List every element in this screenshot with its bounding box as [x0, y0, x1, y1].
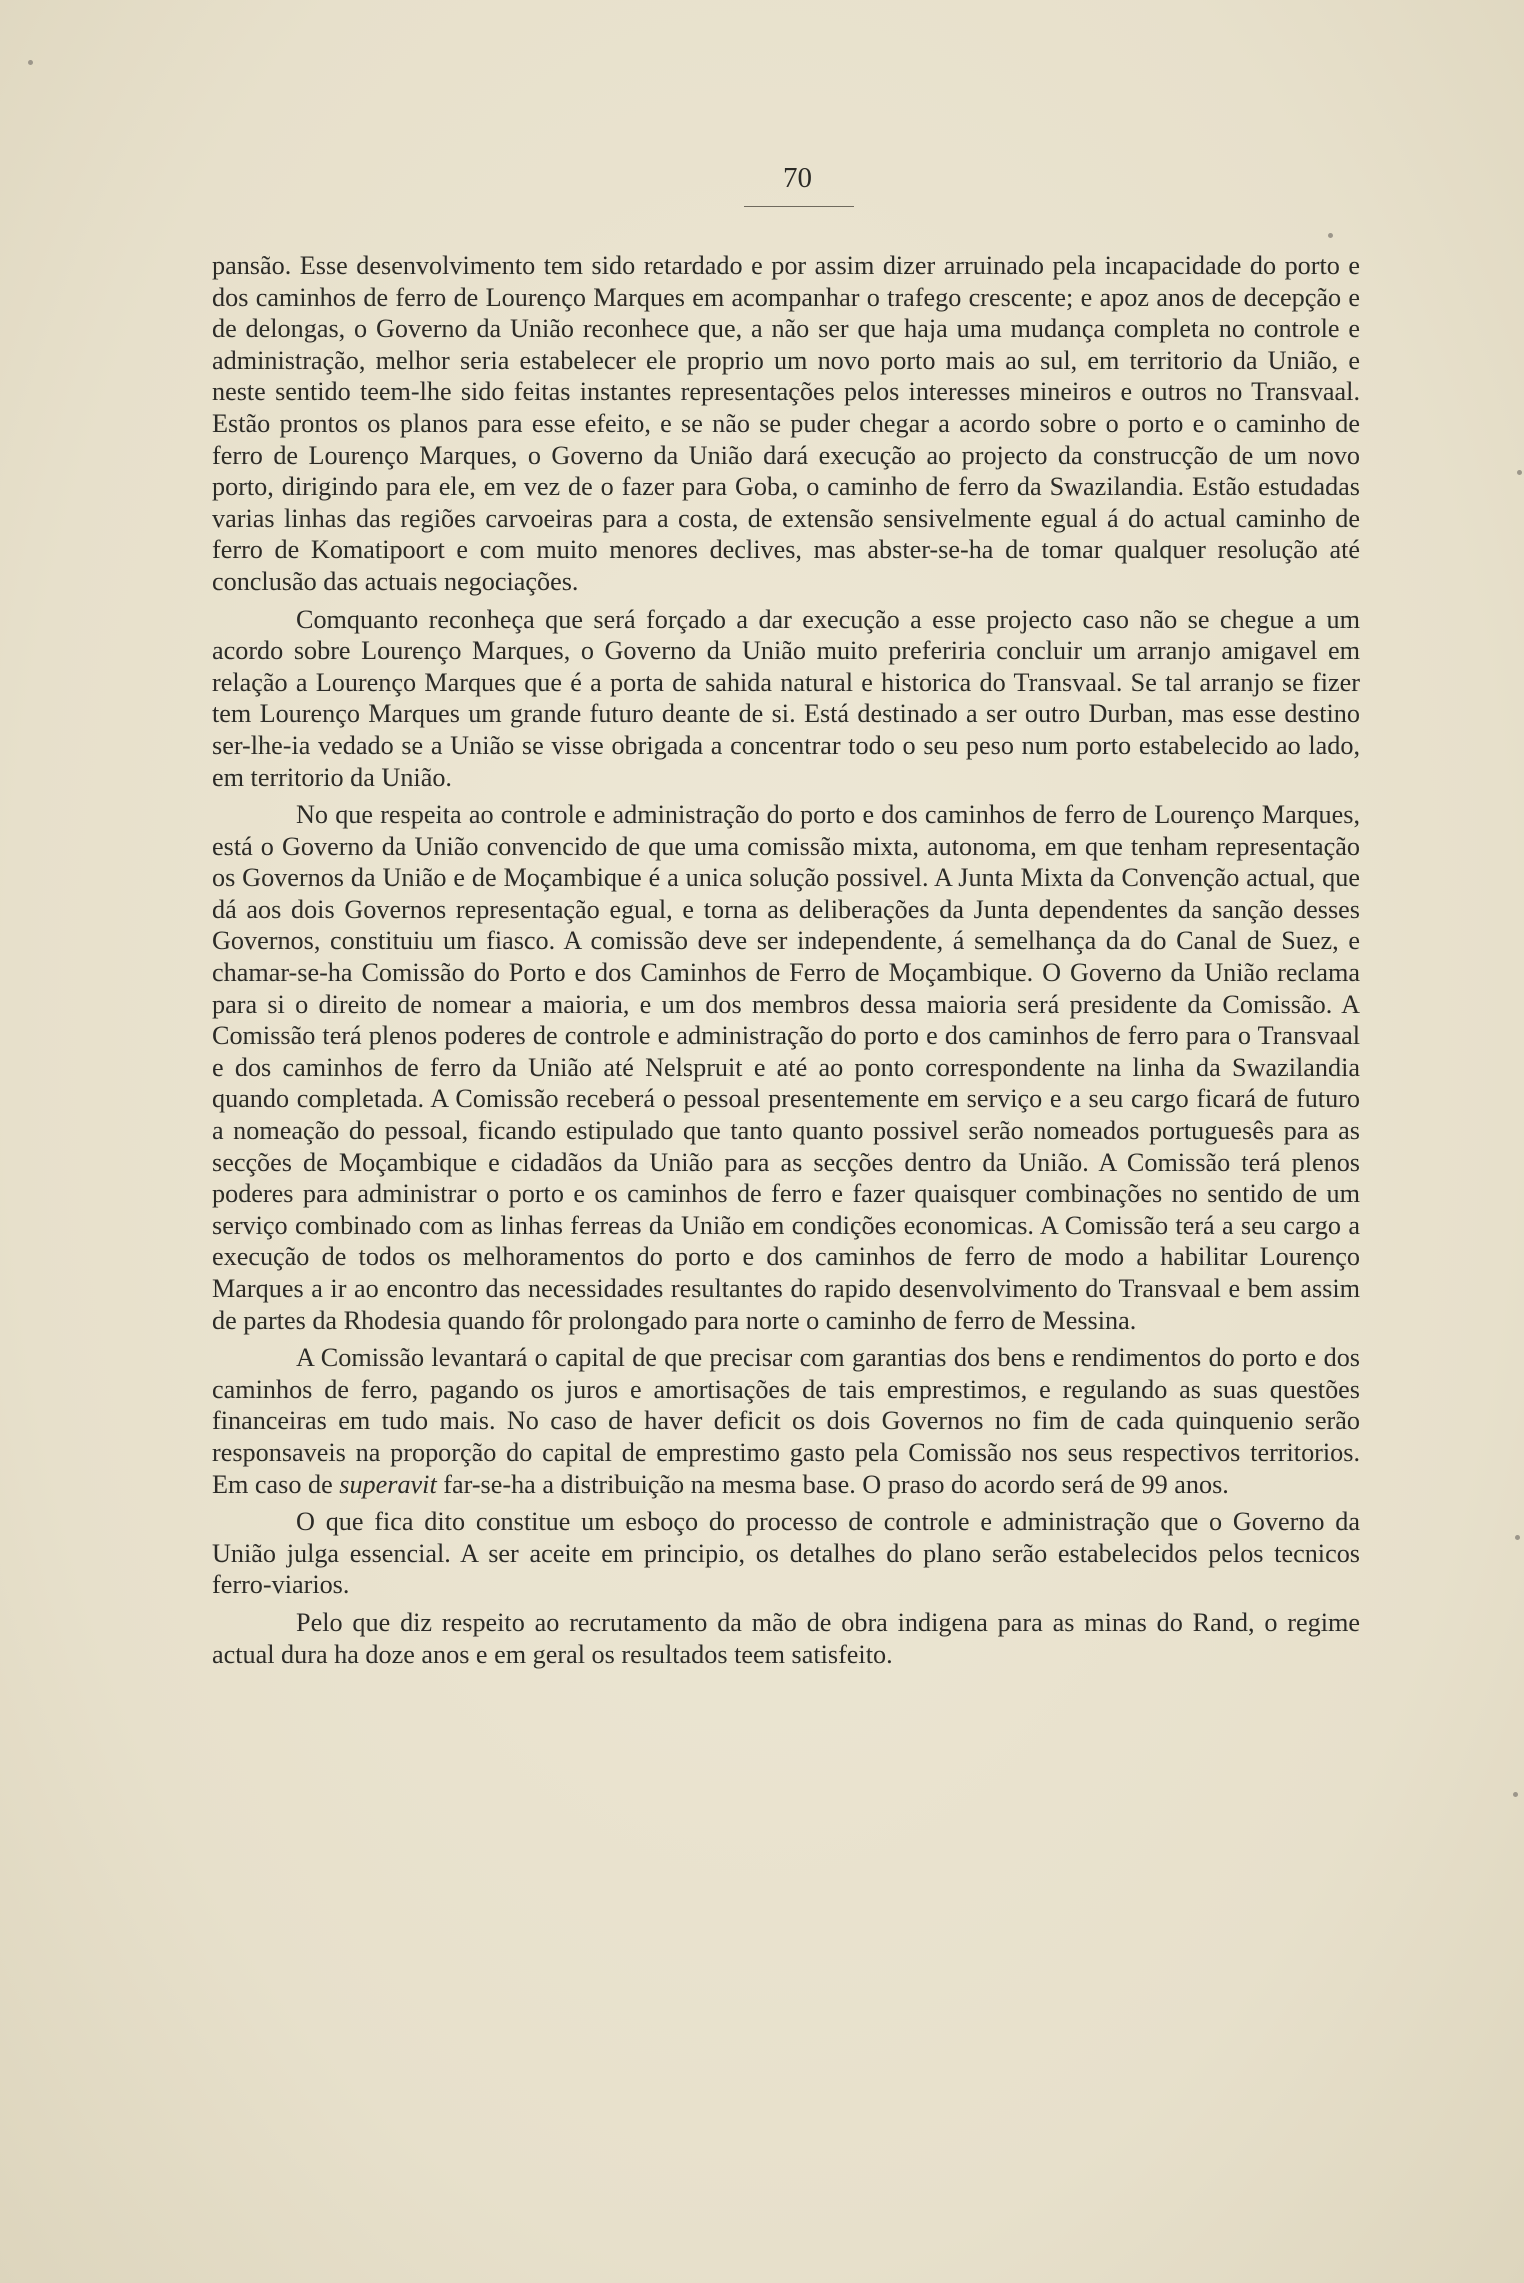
paragraph: [212, 250, 1360, 598]
paragraph: [212, 604, 1360, 794]
paragraph-text: Pelo que diz respeito ao recrutamento da mão de obra indigena para as minas do Rand, o regime actual dura ha doze anos e em geral os resultados teem satisfeito.: [212, 1607, 1360, 1669]
paragraph-text: pansão. Esse desenvolvimento tem sido retardado e por assim dizer arruinado pela incapacidade do porto e dos caminhos de ferro de Lourenço Marques em acompanhar o trafego crescente; e apoz anos de decepção e de delongas, o Governo da União reconhece que, a não ser que haja uma mudança completa no controle e administração, melhor seria estabelecer ele proprio um novo porto mais ao sul, em territorio da União, e neste sentido teem-lhe sido feitas instantes representações pelos interesses mineiros e outros no Transvaal. Estão prontos os planos para esse efeito, e se não se puder chegar a acordo sobre o porto e o caminho de ferro de Lourenço Marques, o Governo da União dará execução ao projecto da construcção de um novo porto, dirigindo para ele, em vez de o fazer para Goba, o caminho de ferro da Swazilandia. Estão estudadas varias linhas das regiões carvoeiras para a costa, de extensão sensivelmente egual á do actual caminho de ferro de Komatipoort e com muito menores declives, mas abster-se-ha de tomar qualquer resolução até conclusão das actuais negociações.: [212, 251, 1360, 596]
italic-text: superavit: [339, 1469, 437, 1499]
page-number-rule: [744, 206, 854, 207]
paragraph: [212, 1506, 1360, 1601]
paper-speck: [28, 60, 33, 65]
paragraph: [212, 1607, 1360, 1670]
paragraph: [212, 799, 1360, 1336]
paragraph-text: A Comissão levantará o capital de que precisar com garantias dos bens e rendimentos do porto e dos caminhos de ferro, pagando os juros e amortisações de tais emprestimos, e regulando as suas questões financeiras em tudo mais. No caso de haver deficit os dois Governos no fim de cada quinquenio serão responsaveis na proporção do capital de emprestimo gasto pela Comissão nos seus respectivos territorios. Em caso de: [212, 1343, 1360, 1499]
paragraph: [212, 1342, 1360, 1500]
paper-speck: [1517, 470, 1522, 475]
paragraph-text: Comquanto reconheça que será forçado a dar execução a esse projecto caso não se chegue a um acordo sobre Lourenço Marques, o Governo da União muito preferiria concluir um arranjo amigavel em relação a Lourenço Marques que é a porta de sahida natural e historica do Transvaal. Se tal arranjo se fizer tem Lourenço Marques um grande futuro deante de si. Está destinado a ser outro Durban, mas esse destino ser-lhe-ia vedado se a União se visse obrigada a concentrar todo o seu peso num porto estabelecido ao lado, em territorio da União.: [212, 604, 1360, 792]
paper-speck: [1513, 1792, 1518, 1797]
paragraph-text: O que fica dito constitue um esboço do processo de controle e administração que o Governo da União julga essencial. A ser aceite em principio, os detalhes do plano serão estabelecidos pelos tecnicos ferro-viarios.: [212, 1507, 1360, 1600]
page-number: 70: [783, 162, 812, 194]
body-text: [212, 250, 1360, 1676]
paper-speck: [1328, 233, 1333, 238]
paragraph-text: No que respeita ao controle e administração do porto e dos caminhos de ferro de Lourenço Marques, está o Governo da União convencido de que uma comissão mixta, autonoma, em que tenham representação os Governos da União e de Moçambique é a unica solução possivel. A Junta Mixta da Convenção actual, que dá aos dois Governos representação egual, e torna as deliberações da Junta dependentes da sanção desses Governos, constituiu um fiasco. A comissão deve ser independente, á semelhança da do Canal de Suez, e chamar-se-ha Comissão do Porto e dos Caminhos de Ferro de Moçambique. O Governo da União reclama para si o direito de nomear a maioria, e um dos membros dessa maioria será presidente da Comissão. A Comissão terá plenos poderes de controle e administração do porto e dos caminhos de ferro para o Transvaal e dos caminhos de ferro da União até Nelspruit e até ao ponto correspondente na linha da Swazilandia quando completada. A Comissão receberá o pessoal presentemente em serviço e a seu cargo ficará de futuro a nomeação do pessoal, ficando estipulado que tanto quanto possivel serão nomeados portuguesês para as secções de Moçambique e cidadãos da União para as secções dentro da União. A Comissão terá plenos poderes para administrar o porto e os caminhos de ferro e fazer quaisquer combinações no sentido de um serviço combinado com as linhas ferreas da União em condições economicas. A Comissão terá a seu cargo a execução de todos os melhoramentos do porto e dos caminhos de ferro de modo a habilitar Lourenço Marques a ir ao encontro das necessidades resultantes do rapido desenvolvimento do Transvaal e bem assim de partes da Rhodesia quando fôr prolongado para norte o caminho de ferro de Messina.: [212, 800, 1360, 1335]
paper-speck: [1515, 1535, 1520, 1540]
paragraph-text: far-se-ha a distribuição na mesma base. O praso do acordo será de 99 anos.: [436, 1469, 1229, 1499]
